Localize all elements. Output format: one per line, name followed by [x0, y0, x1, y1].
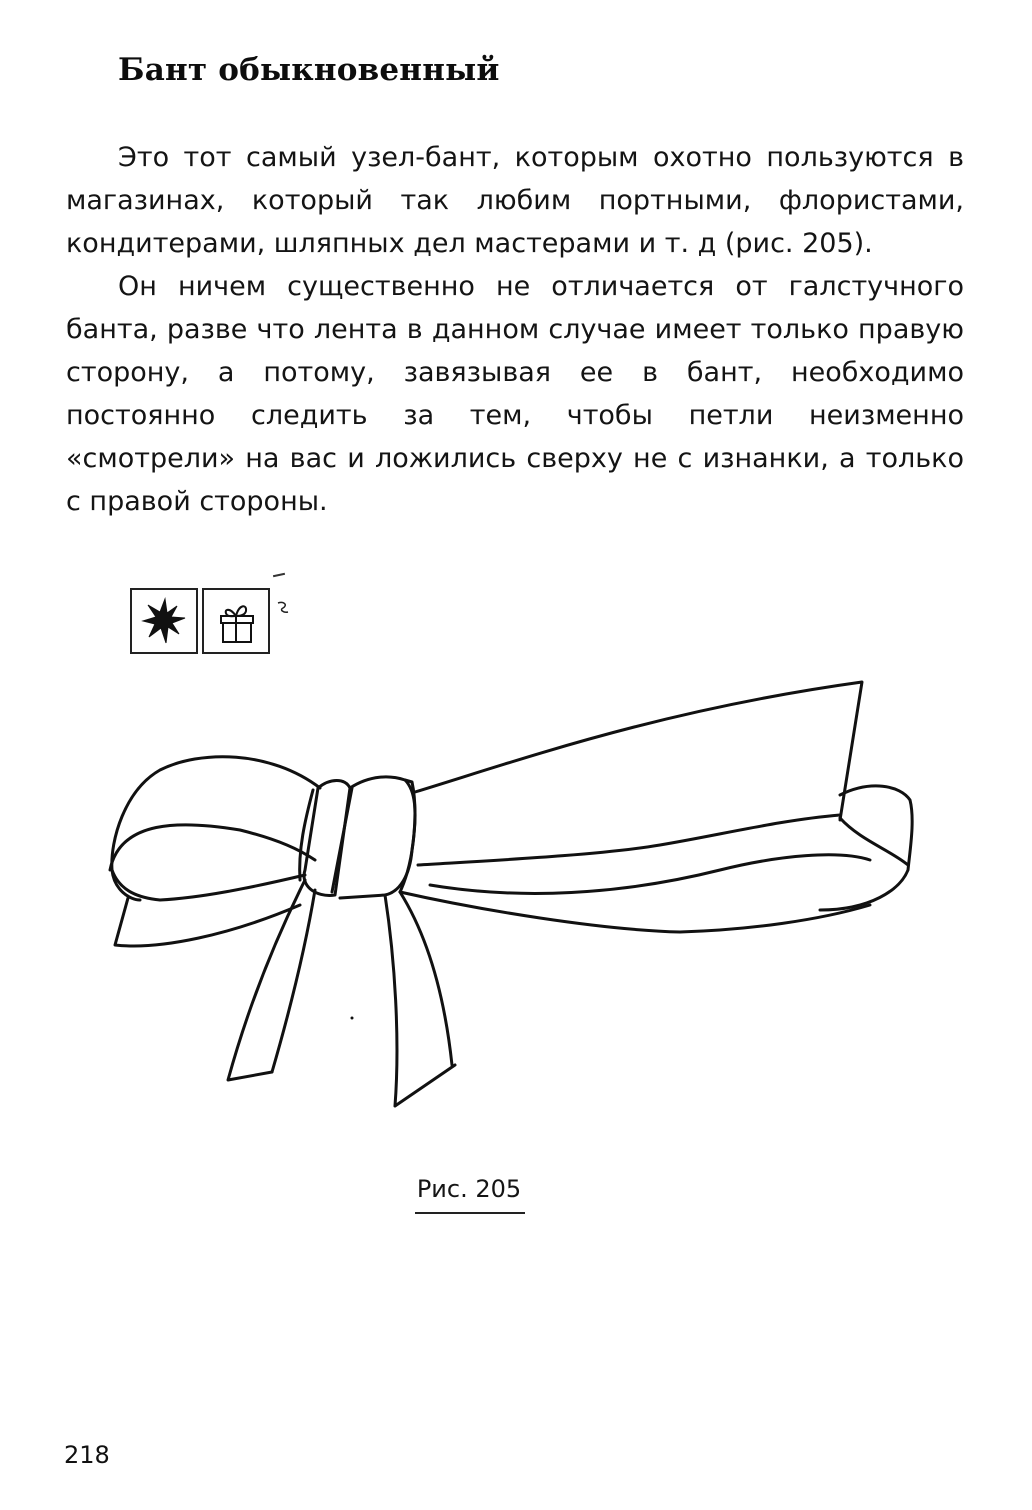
caption-underline [415, 1212, 525, 1214]
paragraph-2: Он ничем существенно не отличается от галстучного банта, разве что лента в данном случае имеет только правую сторону, а потому, завязывая ее в бант, необходимо постоянно следить за тем, чтобы петли неизменно «смотрели» на вас и ложились сверху не с изнанки, а только с правой стороны. [66, 271, 964, 517]
page-number: 218 [64, 1441, 110, 1469]
print-artifact [276, 600, 290, 621]
star-burst-icon [130, 588, 198, 654]
section-title: Бант обыкновенный [118, 52, 500, 88]
body-text [66, 136, 964, 523]
paragraph-1: Это тот самый узел-бант, которым охотно пользуются в магазинах, который так любим портными, флористами, кондитерами, шляпных дел мастерами и т. д (рис. 205). [66, 142, 964, 259]
usage-icons [130, 588, 270, 654]
print-artifact [273, 573, 285, 577]
bow-illustration [100, 670, 920, 1135]
gift-box-icon [202, 588, 270, 654]
figure-caption: Рис. 205 [416, 1175, 522, 1203]
